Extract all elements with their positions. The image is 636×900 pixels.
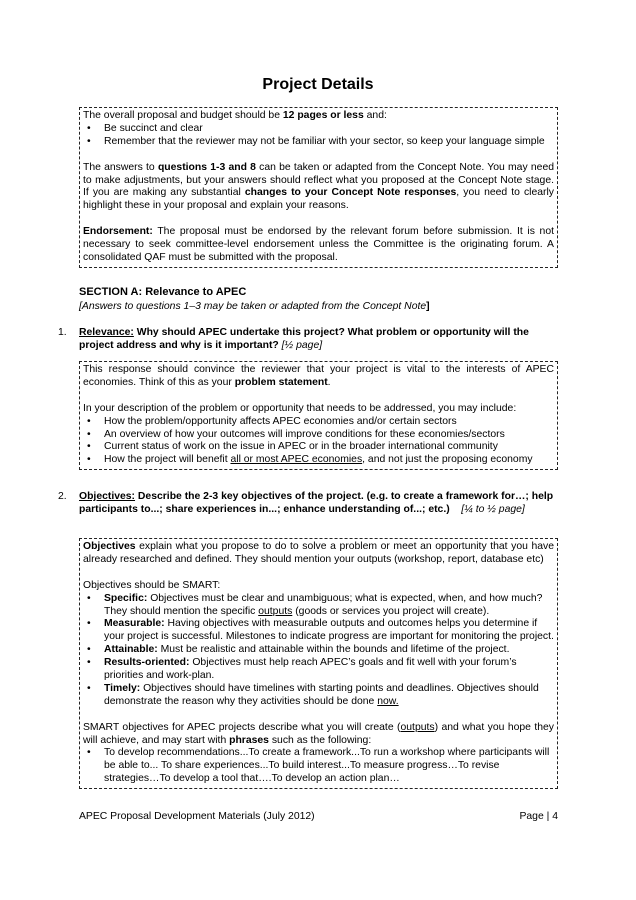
objectives-bold: Objectives xyxy=(83,541,136,552)
smart-term: Attainable: xyxy=(104,644,158,656)
question-number: 2. xyxy=(58,491,67,502)
endorsement-text: The proposal must be endorsed by the relevant forum before submission. It is not necessary to seek committee-level endorsement unless the Committee is the originating forum. A consolidated QAF must be submitted with the proposal. xyxy=(83,226,554,263)
page-title: Project Details xyxy=(262,76,374,93)
smart-text: Objectives must be clear and unambiguous; what is expected, when, and how much? They should mention the specific xyxy=(104,592,543,617)
answers-paragraph xyxy=(83,162,554,214)
smart-underline: now. xyxy=(377,695,399,707)
benefit-underline: all or most APEC economies xyxy=(230,454,363,466)
answers-bold: changes to your Concept Note responses xyxy=(244,187,457,199)
smart-text: Must be realistic and attainable within the bounds and lifetime of the project. xyxy=(157,644,510,656)
description-intro: In your description of the problem or opportunity that needs to be addressed, you may include: xyxy=(83,402,517,414)
list-item xyxy=(83,454,554,467)
smart-term: Measurable: xyxy=(104,618,165,630)
question-label: Relevance: xyxy=(79,327,134,338)
objectives-definition xyxy=(83,541,554,567)
question-length: [½ page] xyxy=(278,340,323,351)
list-item xyxy=(83,593,554,619)
smart-objectives-paragraph xyxy=(83,722,554,748)
list-item: • An overview of how your outcomes will improve conditions for these economies/sectors xyxy=(83,429,554,442)
footer-page-number: Page | 4 xyxy=(519,811,558,822)
smart-term: Timely: xyxy=(104,682,141,694)
list-item: • Remember that the reviewer may not be familiar with your sector, so keep your language simple xyxy=(83,136,554,149)
list-item xyxy=(83,657,554,683)
list-item xyxy=(83,618,554,644)
smart-para-text: such as the following: xyxy=(268,734,372,746)
relevance-bold: problem statement xyxy=(234,376,328,388)
list-item: • How the problem/opportunity affects APEC economies and/or certain sectors xyxy=(83,416,554,429)
smart-para-underline: outputs xyxy=(400,721,435,733)
section-note-bracket: ] xyxy=(426,301,430,312)
intro-text: The overall proposal and budget should be xyxy=(83,110,283,121)
question-text: Describe the 2-3 key objectives of the project. (e.g. to create a framework for…; help participants to...; share experiences in...; enhance understanding of...; etc.) xyxy=(79,491,554,515)
smart-text: Objectives must help reach APEC’s goals and fit well with your forum’s priorities and work-plan. xyxy=(104,657,517,682)
smart-intro: Objectives should be SMART: xyxy=(83,579,221,591)
relevance-text-end: . xyxy=(327,376,331,388)
objectives-text: explain what you propose to do to solve a problem or meet an opportunity that you have already researched and defined. They should mention your outputs (workshop, report, database etc) xyxy=(83,541,554,565)
benefit-text: How the project will benefit xyxy=(104,454,231,466)
answers-text: The answers to xyxy=(83,161,158,173)
smart-term: Specific: xyxy=(104,592,148,604)
footer-left: APEC Proposal Development Materials (July 2012) xyxy=(79,811,315,822)
section-a-heading: SECTION A: Relevance to APEC xyxy=(79,286,247,298)
overview-intro xyxy=(83,110,554,123)
smart-para-bold: phrases xyxy=(229,734,269,746)
answers-text: can be taken or adapted from the Concept Note. You may need to make adjustments, but your answers should reflect what you proposed at the Concept Note stage. If you are making any substantial xyxy=(83,161,554,199)
list-item: • Current status of work on the issue in APEC or in the broader international community xyxy=(83,441,554,454)
intro-suffix: and: xyxy=(363,110,387,121)
question-length: [¼ to ½ page] xyxy=(461,504,525,515)
list-item xyxy=(83,683,554,709)
smart-text: Having objectives with measurable outputs and outcomes helps you determine if your project is successful. Milestones to indicate progress are important for monitoring the project. xyxy=(104,618,554,643)
smart-para-text: ) and what you hope they will achieve, and may start with xyxy=(83,721,555,746)
smart-underline: outputs xyxy=(258,605,293,617)
list-item: • Be succinct and clear xyxy=(83,123,554,136)
guidance-box-overview xyxy=(79,107,558,268)
list-item xyxy=(83,644,554,657)
list-item: • To develop recommendations...To create a framework...To run a workshop where participants will be able to... To share experiences...To build interest...To measure progress…To revise strategies…To develop a tool that….To develop an action plan… xyxy=(83,747,554,786)
section-a-note xyxy=(79,301,430,312)
answers-text: , you need to clearly highlight these in your proposal and explain your reasons. xyxy=(83,187,554,212)
guidance-box-relevance xyxy=(79,361,558,470)
guidance-box-objectives xyxy=(79,538,558,789)
question-label: Objectives: xyxy=(79,491,136,502)
section-note-text: [Answers to questions 1–3 may be taken or adapted from the Concept Note xyxy=(79,301,427,312)
endorsement-paragraph xyxy=(83,226,554,265)
answers-bold: questions 1-3 and 8 xyxy=(157,161,256,173)
intro-bold: 12 pages or less xyxy=(282,110,364,121)
benefit-text-end: , and not just the proposing economy xyxy=(362,454,533,466)
smart-para-text: SMART objectives for APEC projects describe what you will create ( xyxy=(83,721,401,733)
question-text: Why should APEC undertake this project? What problem or opportunity will the project address and why is it important? xyxy=(79,327,529,351)
question-number: 1. xyxy=(58,327,67,338)
question-1 xyxy=(58,326,558,352)
problem-statement-paragraph xyxy=(83,364,554,390)
smart-text: Objectives should have timelines with starting points and deadlines. Objectives should demonstrate the reason why they activities should be done xyxy=(104,682,539,707)
question-2 xyxy=(58,490,558,516)
smart-text: (goods or services you project will create). xyxy=(292,605,490,617)
smart-term: Results-oriented: xyxy=(104,657,190,669)
endorsement-label: Endorsement: xyxy=(83,226,153,238)
relevance-text: This response should convince the reviewer that your project is vital to the interests of APEC economies. Think of this as your xyxy=(83,364,554,388)
